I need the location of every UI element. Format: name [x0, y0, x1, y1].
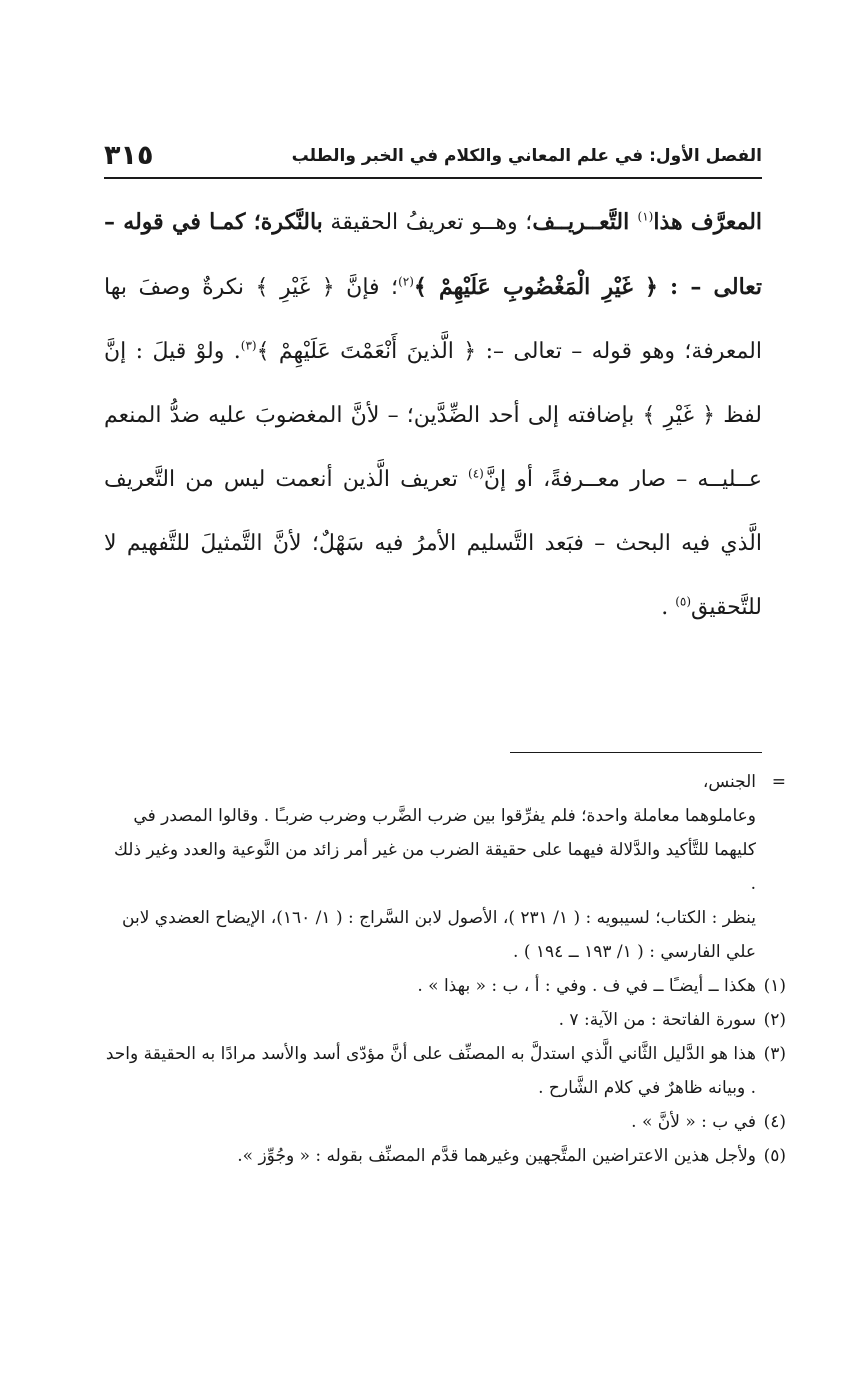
text-run: .	[661, 595, 676, 620]
footnote-ref-2: (٢)	[398, 274, 414, 289]
footnote-divider	[510, 752, 762, 753]
chapter-title: الفصل الأول: في علم المعاني والكلام في الخبر والطلب	[291, 146, 762, 166]
footnote-item	[104, 1105, 786, 1139]
footnote-text: ولأجل هذين الاعتراضين المتَّجهين وغيرهما قدَّم المصنِّف بقوله : « وجُوِّز ».	[237, 1146, 756, 1166]
footnote-continuation	[104, 765, 786, 799]
main-paragraph	[104, 190, 762, 640]
text-run: التَّعــريــف	[532, 209, 638, 235]
footnote-item	[104, 1037, 786, 1105]
footnote-text: هذا هو الدَّليل الثَّاني الَّذي استدلَّ به المصنِّف على أنَّ مؤدّى أسد والأسد مرادًا به الحقيقة واحد . وبيانه ظاهرٌ في كلام الشَّارح .	[105, 1044, 756, 1098]
footnote-ref-4: (٤)	[468, 466, 484, 481]
continuation-marker: =	[771, 772, 786, 792]
header-divider	[104, 177, 762, 179]
footnote-number: (٢)	[763, 1010, 786, 1030]
footnote-text: هكذا ــ أيضـًا ــ في ف . وفي : أ ، ب : « بهذا » .	[417, 976, 756, 996]
footnote-continuation	[104, 901, 786, 969]
footnote-text: وعاملوهما معاملة واحدة؛ فلم يفرِّقوا بين ضرب الضَّرب وضرب ضربـًا . وقالوا المصدر في كليهما للتَّأكيد والدَّلالة فيهما على حقيقة الضرب من غير أمر زائد من النَّوعية والعدد وغير ذلك .	[113, 806, 756, 894]
footnote-item	[104, 1139, 786, 1173]
running-header	[104, 140, 762, 176]
footnote-ref-3: (٣)	[240, 338, 257, 353]
text-run: المعرَّف هذا	[653, 209, 763, 235]
footnote-number: (٥)	[763, 1146, 786, 1166]
text-run: ؛ وهــو تعريفُ الحقيقة	[322, 210, 533, 235]
footnote-text: الجنس،	[702, 772, 756, 792]
footnote-text: سورة الفاتحة : من الآية: ٧ .	[558, 1010, 756, 1030]
footnote-item	[104, 1003, 786, 1037]
text-run: ؛ فإنَّ ﴿ غَيْرِ ﴾ نكرةٌ وصفَ بها المعرفة؛ وهو قوله – تعالى –: ﴿ الَّذينَ أَنْعَمْتَ عَلَيْهِمْ ﴾	[104, 275, 763, 364]
footnote-continuation	[104, 799, 786, 901]
text-run: بالنَّكرة؛ كمـا في قوله – تعالى – :	[104, 209, 763, 300]
main-text	[104, 190, 762, 640]
footnote-ref-5: (٥)	[675, 594, 692, 609]
footnote-text: في ب : « لأنَّ » .	[631, 1112, 756, 1132]
footnote-ref-1: (١)	[637, 209, 654, 224]
footnote-number: (١)	[763, 976, 786, 996]
footnote-number: (٤)	[763, 1112, 786, 1132]
footnote-number: (٣)	[763, 1044, 786, 1064]
footnote-item	[104, 969, 786, 1003]
page-number: ٣١٥	[104, 140, 154, 171]
footnote-text: ينظر : الكتاب؛ لسيبويه : ( ١/ ٢٣١ )، الأصول لابن السَّراج : ( ١/ ١٦٠)، الإيضاح العضدي لابن علي الفارسي : ( ١/ ١٩٣ ــ ١٩٤ ) .	[122, 908, 756, 962]
text-run: . ولوْ قيلَ : إنَّ لفظ ﴿ غَيْرِ ﴾ بإضافته إلى أحد الضِّدَّين؛ – لأنَّ المغضوبَ عليه ضدُّ المنعم عــليــه – صار معــرفةً، أو إنَّ	[104, 339, 762, 492]
footnotes	[104, 765, 786, 1173]
text-run: تعريف الَّذين أنعمت ليس من التَّعريف الَّذي فيه البحث – فبَعد التَّسليم الأمرُ فيه سَهْلٌ؛ لأنَّ التَّمثيلَ للتَّفهيم لا للتَّحقيق	[104, 467, 762, 620]
quran-quote: ﴿ غَيْرِ الْمَغْضُوبِ عَلَيْهِمْ ﴾	[413, 274, 671, 300]
